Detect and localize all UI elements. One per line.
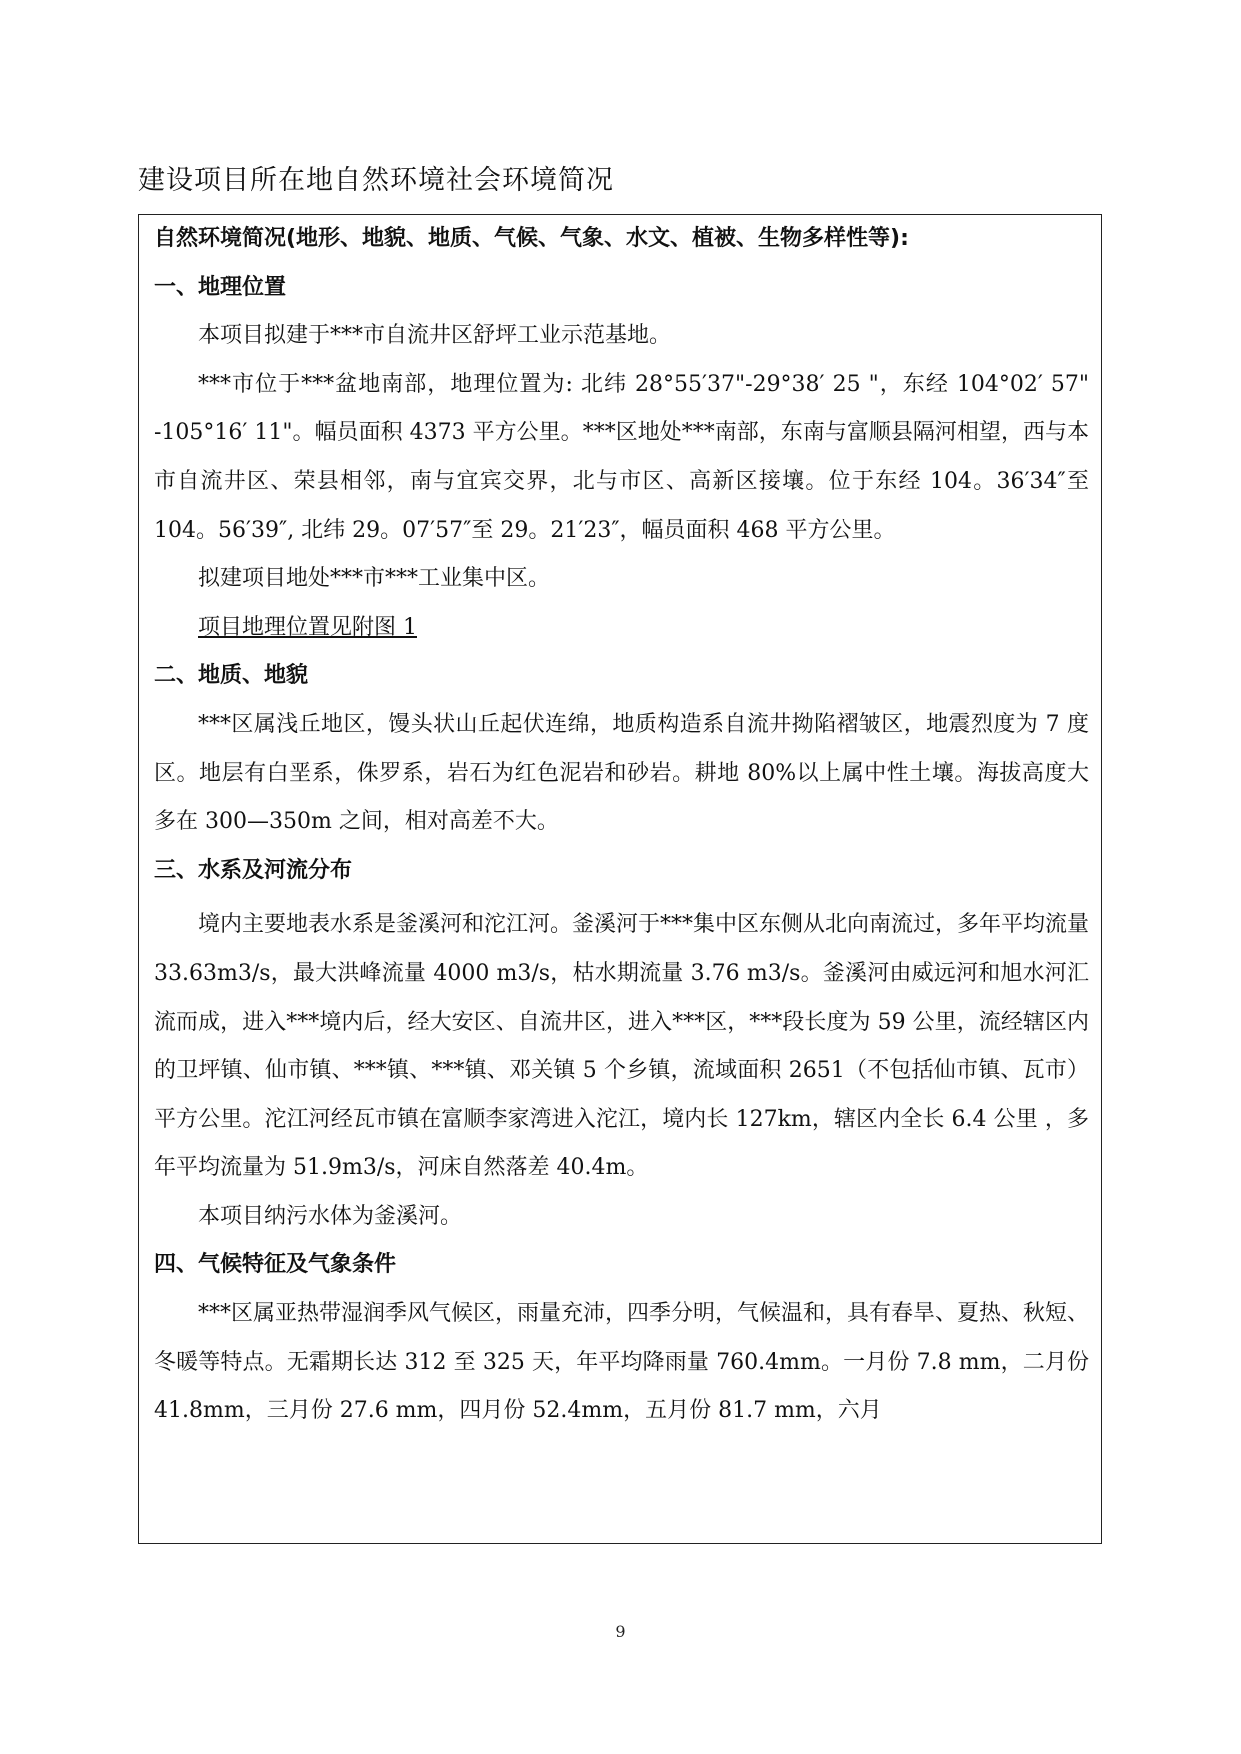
hydrology-paragraph-2: 本项目纳污水体为釜溪河。 [198,1203,463,1229]
hydrology-paragraph-1: 境内主要地表水系是釜溪河和沱江河。釜溪河于***集中区东侧从北向南流过，多年平均流量 33.63m3/s，最大洪峰流量 4000 m3/s，枯水期流量 3.76 m3/s。釜溪河由威远河和旭水河汇流而成，进入***境内后，经大安区、自流井区，进入***区，***段长度为 59 公里，流经辖区内的卫坪镇、仙市镇、***镇、***镇、邓关镇 5 个乡镇，流域面积 2651（不包括仙市镇、瓦市）平方公里。沱江河经瓦市镇在富顺李家湾进入沱江，境内长 127km，辖区内全长 6.4 公里 ，多年平均流量为 51.9m3/s，河床自然落差 40.4m。 [154,912,1090,1181]
environment-overview-content [154,215,1089,1436]
climate-paragraph-1: ***区属亚热带湿润季风气候区，雨量充沛，四季分明，气候温和，具有春旱、夏热、秋短、冬暖等特点。无霜期长达 312 至 325 天，年平均降雨量 760.4mm。一月份 7.8 mm，二月份 41.8mm，三月份 27.6 mm，四月份 52.4mm，五月份 81.7 mm，六月 [154,1301,1090,1424]
location-paragraph-1: 本项目拟建于***市自流井区舒坪工业示范基地。 [198,323,672,349]
section-title-geology: 二、地质、地貌 [154,663,309,689]
section-title-climate: 四、气候特征及气象条件 [154,1252,397,1278]
geology-paragraph-1: ***区属浅丘地区，馒头状山丘起伏连绵，地质构造系自流井拗陷褶皱区，地震烈度为 7 度区。地层有白垩系，侏罗系，岩石为红色泥岩和砂岩。耕地 80%以上属中性土壤。海拔高度大多在 300—350m 之间，相对高差不大。 [154,711,1089,835]
location-map-reference [154,604,1089,653]
section-title-hydrology: 三、水系及河流分布 [154,857,353,883]
section-title-location: 一、地理位置 [154,274,287,300]
map-reference-link: 项目地理位置见附图 1 [198,614,417,640]
page-number: 9 [615,1622,626,1641]
page-title: 建设项目所在地自然环境社会环境简况 [138,165,614,196]
intro-heading: 自然环境简况(地形、地貌、地质、气候、气象、水文、植被、生物多样性等): [154,226,909,251]
location-paragraph-3: 拟建项目地处***市***工业集中区。 [198,566,551,592]
location-paragraph-2: ***市位于***盆地南部，地理位置为: 北纬 28°55′37"-29°38′ 25 "，东经 104°02′ 57" -105°16′ 11"。幅员面积 4373 平方公里。***区地处***南部，东南与富顺县隔河相望，西与本市自流井区、荣县相邻，南与宜宾交界，北与市区、高新区接壤。位于东经 104。36′34″至 104。56′39″, 北纬 29。07′57″至 29。21′23″，幅员面积 468 平方公里。 [154,371,1089,543]
environment-overview-box [138,214,1102,1544]
